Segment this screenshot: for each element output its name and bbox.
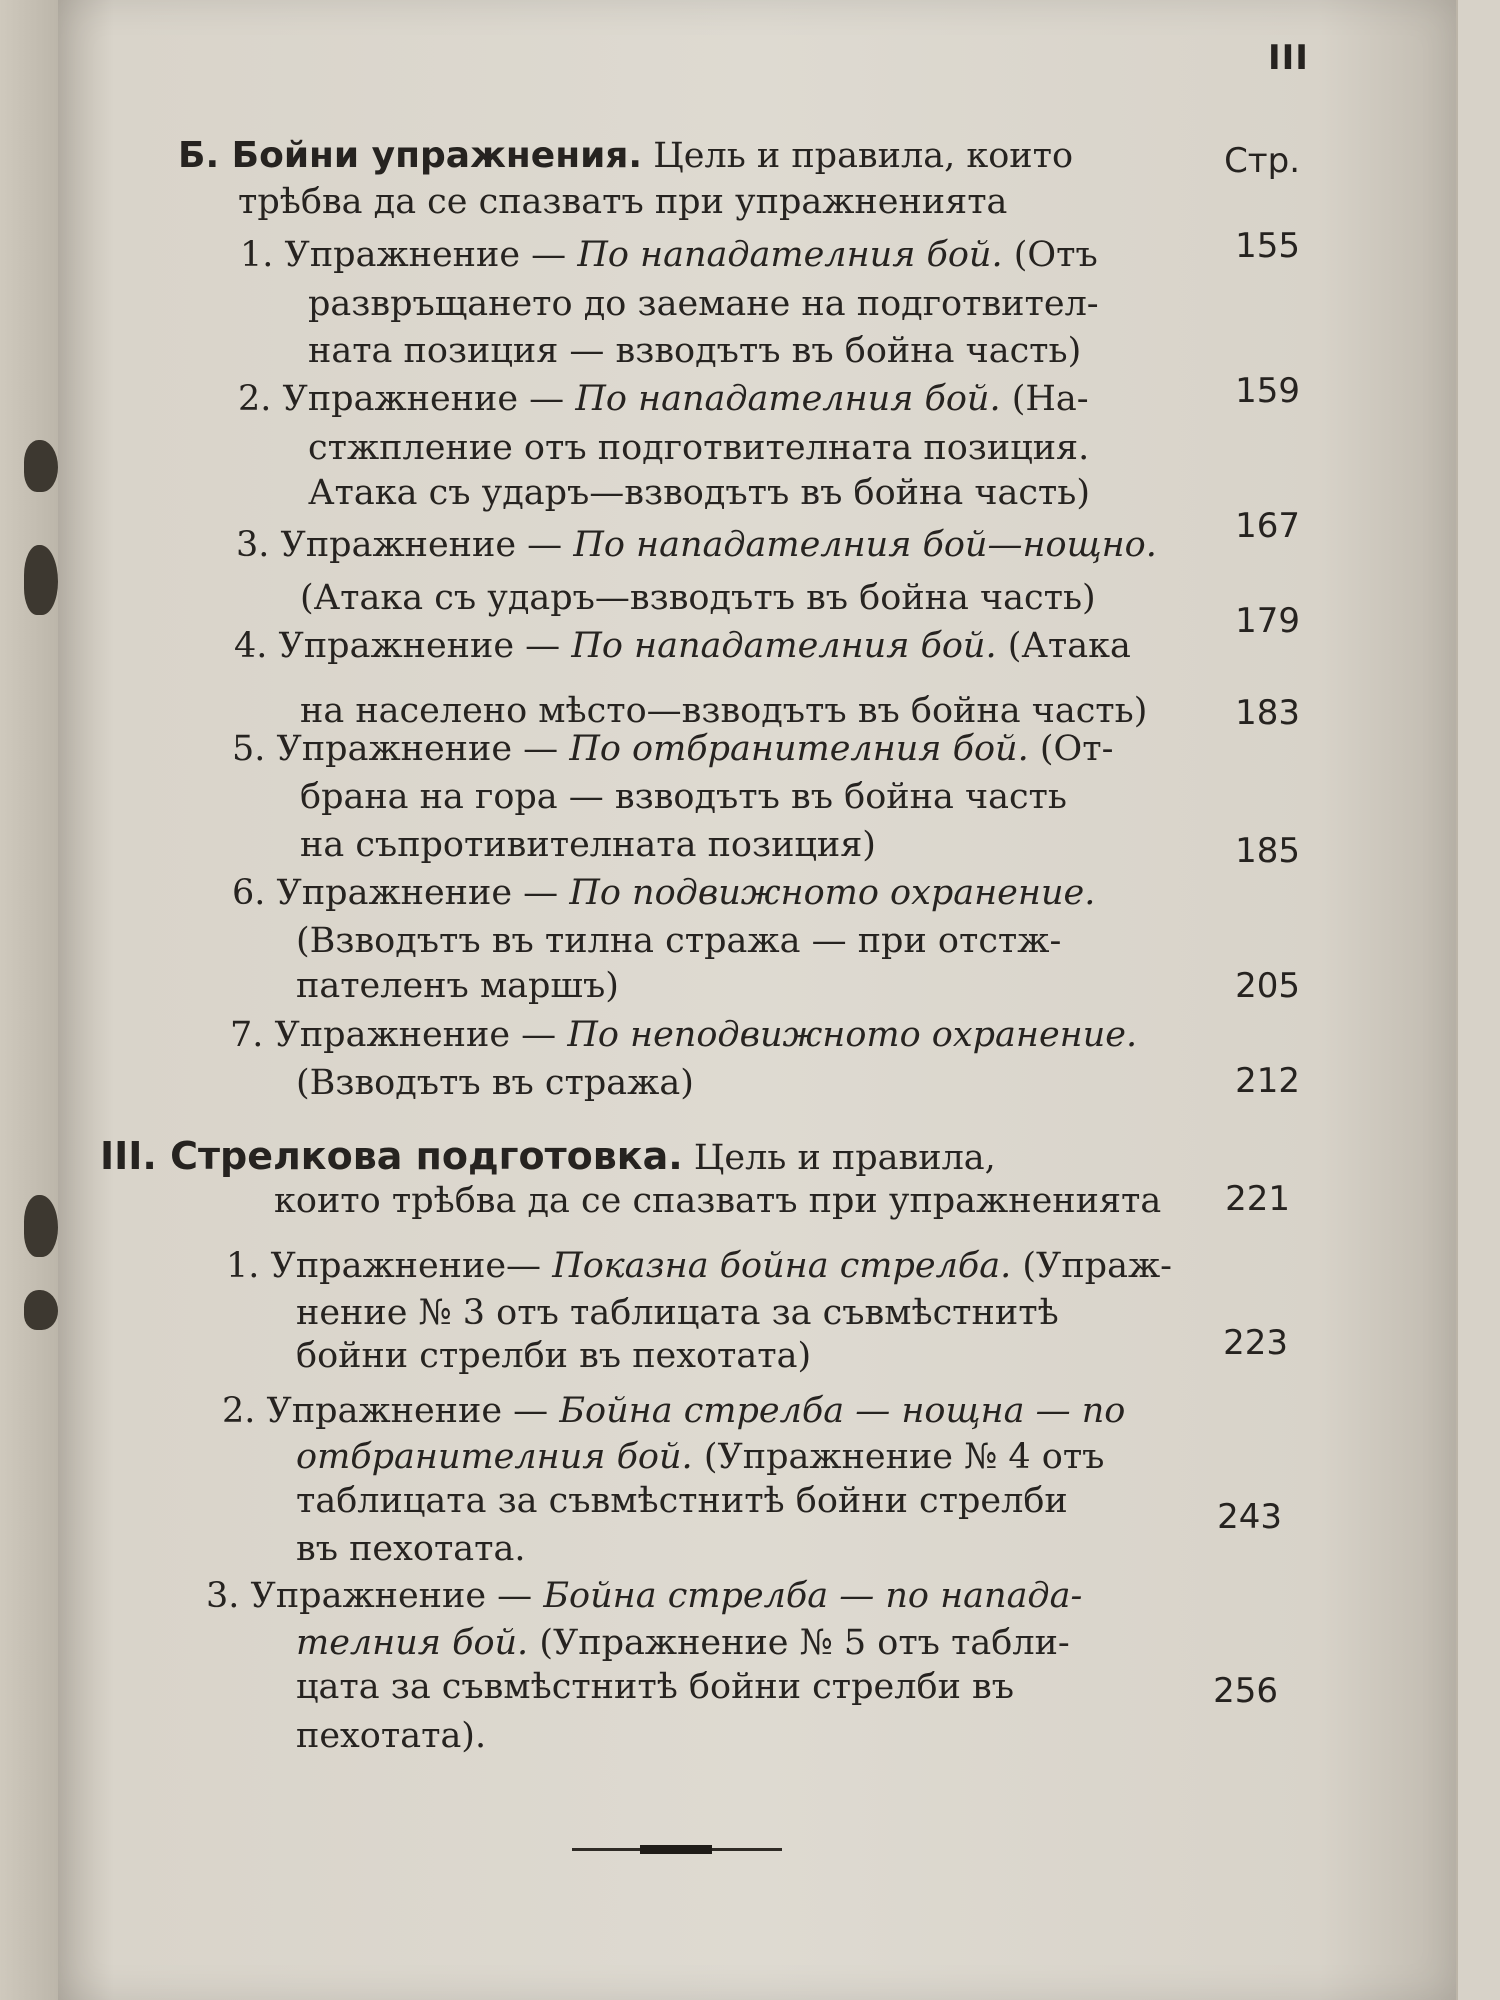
item-continuation: на съпротивителната позиция) bbox=[300, 825, 876, 865]
torn-hole bbox=[24, 440, 58, 492]
item-label: Упражнение — bbox=[276, 873, 559, 913]
item-number: 5. bbox=[232, 729, 266, 769]
item-topic: По нападателния бой. bbox=[575, 379, 1001, 419]
item-topic: По нападателния бой. bbox=[571, 626, 997, 666]
item-continuation: стжпление отъ подготвителната позиция. bbox=[308, 428, 1090, 468]
torn-hole bbox=[24, 1290, 58, 1330]
item-number: 2. bbox=[238, 379, 272, 419]
item-number: 4. bbox=[234, 626, 268, 666]
torn-hole bbox=[24, 545, 58, 615]
item-topic: По неподвижното охранение. bbox=[567, 1015, 1138, 1055]
item-continuation: пехотата). bbox=[296, 1716, 487, 1756]
item-topic: Бойна стрелба — по напада- bbox=[543, 1576, 1083, 1616]
item-text: (Отъ bbox=[1013, 235, 1098, 275]
list-item bbox=[236, 524, 1157, 566]
item-page: 179 bbox=[1235, 601, 1300, 641]
list-item bbox=[234, 625, 1131, 667]
item-label: Упражнение — bbox=[284, 235, 567, 275]
list-item bbox=[222, 1390, 1125, 1432]
item-continuation: (Взводътъ въ стража) bbox=[296, 1063, 694, 1103]
item-text: (Упражнение № 5 отъ табли- bbox=[539, 1623, 1070, 1663]
list-item bbox=[230, 1014, 1137, 1056]
item-text: (Упражнение № 4 отъ bbox=[703, 1437, 1105, 1477]
item-continuation: развръщането до заемане на подготвител- bbox=[308, 284, 1099, 324]
item-label: Упражнение — bbox=[274, 1015, 557, 1055]
item-number: 1. bbox=[226, 1246, 260, 1286]
item-topic: По подвижното охранение. bbox=[569, 873, 1096, 913]
section-iii-page: 221 bbox=[1225, 1179, 1290, 1219]
item-continuation: Атака съ ударъ—взводътъ въ бойна часть) bbox=[308, 473, 1090, 513]
item-page: 256 bbox=[1213, 1671, 1278, 1711]
item-continuation: брана на гора — взводътъ въ бойна часть bbox=[300, 777, 1067, 817]
item-continuation bbox=[296, 1436, 1104, 1478]
section-iii-title: III. Стрелкова подготовка. bbox=[100, 1134, 683, 1178]
item-topic: Бойна стрелба — нощна — по bbox=[559, 1391, 1126, 1431]
section-b-title: Б. Бойни упражнения. bbox=[178, 135, 643, 176]
item-label: Упражнение— bbox=[270, 1246, 542, 1286]
section-iii-desc-2: които трѣбва да се спазватъ при упражненията bbox=[274, 1181, 1162, 1221]
item-label: Упражнение — bbox=[280, 525, 563, 565]
item-page: 212 bbox=[1235, 1061, 1300, 1101]
item-topic: По нападателния бой. bbox=[577, 235, 1003, 275]
section-b-page: 155 bbox=[1235, 226, 1300, 266]
item-continuation: ната позиция — взводътъ въ бойна часть) bbox=[308, 331, 1082, 371]
item-topic: По отбранителния бой. bbox=[569, 729, 1029, 769]
item-text: (От- bbox=[1039, 729, 1114, 769]
list-item bbox=[232, 728, 1113, 770]
torn-hole bbox=[24, 1195, 58, 1257]
item-topic: По нападателния бой—нощно. bbox=[573, 525, 1157, 565]
previous-page-edge bbox=[0, 0, 58, 2000]
section-b-header bbox=[178, 135, 1073, 177]
section-b-desc-1: Цель и правила, които bbox=[653, 136, 1074, 176]
item-text: (На- bbox=[1011, 379, 1089, 419]
item-number: 3. bbox=[206, 1576, 240, 1616]
end-rule-right bbox=[712, 1848, 782, 1851]
item-label: Упражнение — bbox=[278, 626, 561, 666]
next-page-edge bbox=[1456, 0, 1500, 2000]
section-iii-desc-1: Цель и правила, bbox=[693, 1138, 996, 1178]
item-page: 185 bbox=[1235, 831, 1300, 871]
item-topic: отбранителния бой. bbox=[296, 1437, 693, 1477]
item-page: 183 bbox=[1235, 693, 1300, 733]
item-page: 159 bbox=[1235, 371, 1300, 411]
item-number: 1. bbox=[240, 235, 274, 275]
section-iii-header bbox=[100, 1135, 996, 1179]
list-item bbox=[226, 1245, 1172, 1287]
end-rule-left bbox=[572, 1848, 642, 1851]
item-continuation: пателенъ маршъ) bbox=[296, 966, 619, 1006]
list-item bbox=[240, 234, 1098, 276]
page-column-label: Стр. bbox=[1224, 141, 1300, 181]
item-continuation: (Атака съ ударъ—взводътъ въ бойна часть) bbox=[300, 578, 1096, 618]
list-item bbox=[206, 1575, 1082, 1617]
item-number: 3. bbox=[236, 525, 270, 565]
item-number: 2. bbox=[222, 1391, 256, 1431]
item-label: Упражнение — bbox=[276, 729, 559, 769]
item-page: 205 bbox=[1235, 966, 1300, 1006]
page-number: III bbox=[1268, 38, 1309, 78]
item-text: (Атака bbox=[1007, 626, 1131, 666]
item-continuation: таблицата за съвмѣстнитѣ бойни стрелби bbox=[296, 1481, 1068, 1521]
item-number: 6. bbox=[232, 873, 266, 913]
item-label: Упражнение — bbox=[250, 1576, 533, 1616]
item-label: Упражнение — bbox=[282, 379, 565, 419]
item-continuation: нение № 3 отъ таблицата за съвмѣстнитѣ bbox=[296, 1293, 1059, 1333]
item-continuation: бойни стрелби въ пехотата) bbox=[296, 1336, 812, 1376]
item-page: 167 bbox=[1235, 506, 1300, 546]
list-item bbox=[238, 378, 1089, 420]
item-topic: Показна бойна стрелба. bbox=[552, 1246, 1012, 1286]
item-topic: телния бой. bbox=[296, 1623, 529, 1663]
item-continuation: (Взводътъ въ тилна стража — при отстж- bbox=[296, 921, 1062, 961]
item-continuation bbox=[296, 1622, 1070, 1664]
list-item bbox=[232, 872, 1095, 914]
item-continuation: въ пехотата. bbox=[296, 1529, 526, 1569]
item-number: 7. bbox=[230, 1015, 264, 1055]
end-rule-center bbox=[640, 1845, 712, 1854]
item-continuation: цата за съвмѣстнитѣ бойни стрелби въ bbox=[296, 1667, 1014, 1707]
item-page: 223 bbox=[1223, 1323, 1288, 1363]
item-label: Упражнение — bbox=[266, 1391, 549, 1431]
item-continuation: на населено мѣсто—взводътъ въ бойна часть) bbox=[300, 691, 1148, 731]
item-text: (Упраж- bbox=[1022, 1246, 1172, 1286]
item-page: 243 bbox=[1217, 1497, 1282, 1537]
section-b-desc-2: трѣбва да се спазватъ при упражненията bbox=[238, 182, 1008, 222]
